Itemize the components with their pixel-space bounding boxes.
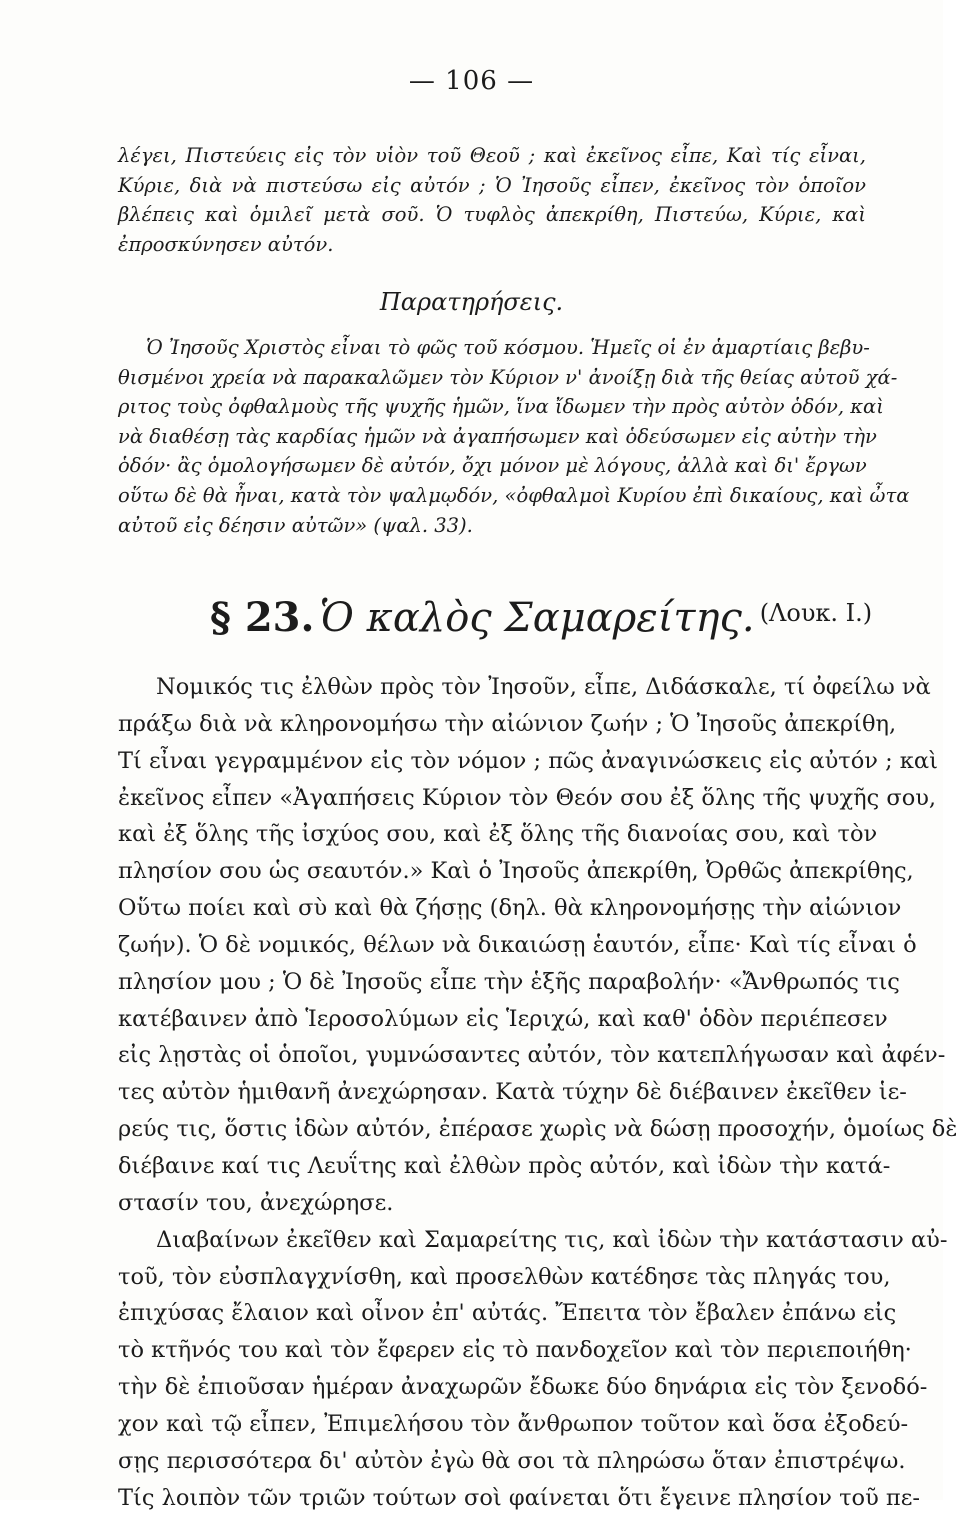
text-line: Ὁ Ἰησοῦς Χριστὸς εἶναι τὸ φῶς τοῦ κόσμου. Ἡμεῖς οἱ ἐν ἁμαρτίαις βεβυ-	[146, 336, 870, 359]
text-line: ὁδόν· ἂς ὁμολογήσωμεν δὲ αὐτόν, ὄχι μόνον μὲ λόγους, ἀλλὰ καὶ δι' ἔργων	[118, 454, 867, 478]
text-line: λέγει, Πιστεύεις εἰς τὸν υἱὸν τοῦ Θεοῦ ; καὶ ἐκεῖνος εἶπε, Καὶ τίς εἶναι,	[118, 144, 866, 167]
section-title: Ὁ καλὸς Σαμαρείτης.	[319, 595, 755, 641]
intro-paragraph	[118, 141, 866, 259]
text-line: βλέπεις καὶ ὁμιλεῖ μετὰ σοῦ. Ὁ τυφλὸς ἀπεκρίθη, Πιστεύω, Κύριε, καὶ	[118, 203, 866, 227]
text-line: πλησίον μου ; Ὁ δὲ Ἰησοῦς εἶπε τὴν ἑξῆς παραβολήν· «Ἄνθρωπός τις	[118, 968, 900, 995]
text-line: σῃς περισσότερα δι' αὐτὸν ἐγὼ θὰ σοι τὰ πληρώσω ὅταν ἐπιστρέψω.	[118, 1447, 906, 1474]
text-line: οὕτω δὲ θὰ ἦναι, κατὰ τὸν ψαλμῳδόν, «ὀφθαλμοὶ Κυρίου ἐπὶ δικαίους, καὶ ὦτα	[118, 483, 910, 507]
observations-title: Παρατηρήσεις.	[379, 288, 564, 316]
observations-paragraph	[118, 333, 910, 540]
section-number: § 23.	[210, 594, 315, 641]
text-line: ρεύς τις, ὅστις ἰδὼν αὐτόν, ἐπέρασε χωρὶς νὰ δώσῃ προσοχήν, ὁμοίως δὲ	[118, 1116, 957, 1143]
text-line: Κύριε, διὰ νὰ πιστεύσω εἰς αὐτόν ; Ὁ Ἰησοῦς εἶπεν, ἐκεῖνος τὸν ὁποῖον	[118, 173, 866, 197]
text-line: αὐτοῦ εἰς δέησιν αὐτῶν» (ψαλ. 33).	[118, 513, 473, 537]
text-line: ζωήν). Ὁ δὲ νομικός, θέλων νὰ δικαιώσῃ ἑαυτόν, εἶπε· Καὶ τίς εἶναι ὁ	[118, 931, 917, 958]
text-line: στασίν του, ἀνεχώρησε.	[118, 1189, 394, 1216]
text-line: ἐκεῖνος εἶπεν «Ἀγαπήσεις Κύριον τὸν Θεόν σου ἐξ ὅλης τῆς ψυχῆς σου,	[118, 784, 937, 811]
text-line: καὶ ἐξ ὅλης τῆς ἰσχύος σου, καὶ ἐξ ὅλης τῆς διανοίας σου, καὶ τὸν	[118, 821, 878, 848]
text-line: εἰς λῃστὰς οἱ ὁποῖοι, γυμνώσαντες αὐτόν, τὸν κατεπλήγωσαν καὶ ἀφέν-	[118, 1042, 946, 1069]
page-number: — 106 —	[408, 66, 535, 96]
text-line: τοῦ, τὸν εὐσπλαγχνίσθη, καὶ προσελθὼν κατέδησε τὰς πληγάς του,	[118, 1263, 891, 1290]
text-line: διέβαινε καί τις Λευΐτης καὶ ἐλθὼν πρὸς αὐτόν, καὶ ἰδὼν τὴν κατά-	[118, 1152, 891, 1179]
text-line: ριτος τοὺς ὀφθαλμοὺς τῆς ψυχῆς ἡμῶν, ἵνα ἴδωμεν τὴν πρὸς αὐτὸν ὁδόν, καὶ	[118, 395, 884, 419]
text-line: ἐπροσκύνησεν αὐτόν.	[118, 232, 334, 256]
text-line: Διαβαίνων ἐκεῖθεν καὶ Σαμαρείτης τις, καὶ ἰδὼν τὴν κατάστασιν αὐ-	[156, 1226, 948, 1253]
text-line: Οὕτω ποίει καὶ σὺ καὶ θὰ ζήσῃς (δηλ. θὰ κληρονομήσῃς τὴν αἰώνιον	[118, 895, 902, 922]
text-line: τὴν δὲ ἐπιοῦσαν ἡμέραν ἀναχωρῶν ἔδωκε δύο δηνάρια εἰς τὸν ξενοδό-	[118, 1374, 928, 1401]
section-heading	[210, 594, 872, 641]
text-line: χον καὶ τῷ εἶπεν, Ἐπιμελήσου τὸν ἄνθρωπον τοῦτον καὶ ὅσα ἐξοδεύ-	[118, 1410, 909, 1437]
text-line: Τί εἶναι γεγραμμένον εἰς τὸν νόμον ; πῶς ἀναγινώσκεις εἰς αὐτόν ; καὶ	[118, 747, 938, 774]
text-line: Νομικός τις ἐλθὼν πρὸς τὸν Ἰησοῦν, εἶπε, Διδάσκαλε, τί ὀφείλω νὰ	[156, 674, 931, 700]
text-line: νὰ διαθέσῃ τὰς καρδίας ἡμῶν νὰ ἀγαπήσωμεν καὶ ὁδεύσωμεν εἰς αὐτὴν τὴν	[118, 424, 877, 448]
text-line: πράξω διὰ νὰ κληρονομήσω τὴν αἰώνιον ζωήν ; Ὁ Ἰησοῦς ἀπεκρίθη,	[118, 710, 897, 737]
section-reference: (Λουκ. Ι.)	[759, 599, 873, 627]
text-line: Τίς λοιπὸν τῶν τριῶν τούτων σοὶ φαίνεται ὅτι ἔγεινε πλησίον τοῦ πε-	[118, 1484, 920, 1511]
text-line: τες αὐτὸν ἡμιθανῆ ἀνεχώρησαν. Κατὰ τύχην δὲ διέβαινεν ἐκεῖθεν ἱε-	[118, 1079, 907, 1106]
text-line: θισμένοι χρεία νὰ παρακαλῶμεν τὸν Κύριον ν' ἀνοίξῃ διὰ τῆς θείας αὐτοῦ χά-	[118, 365, 898, 389]
text-line: κατέβαινεν ἀπὸ Ἱεροσολύμων εἰς Ἱεριχώ, καὶ καθ' ὁδὸν περιέπεσεν	[118, 1005, 888, 1032]
parable-text	[118, 669, 957, 1516]
text-line: ἐπιχύσας ἔλαιον καὶ οἶνον ἐπ' αὐτάς. Ἔπειτα τὸν ἔβαλεν ἐπάνω εἰς	[118, 1300, 897, 1327]
text-line: τὸ κτῆνός του καὶ τὸν ἔφερεν εἰς τὸ πανδοχεῖον καὶ τὸν περιεποιήθη·	[118, 1337, 912, 1364]
text-line: πλησίον σου ὡς σεαυτόν.» Καὶ ὁ Ἰησοῦς ἀπεκρίθη, Ὀρθῶς ἀπεκρίθης,	[118, 858, 914, 885]
